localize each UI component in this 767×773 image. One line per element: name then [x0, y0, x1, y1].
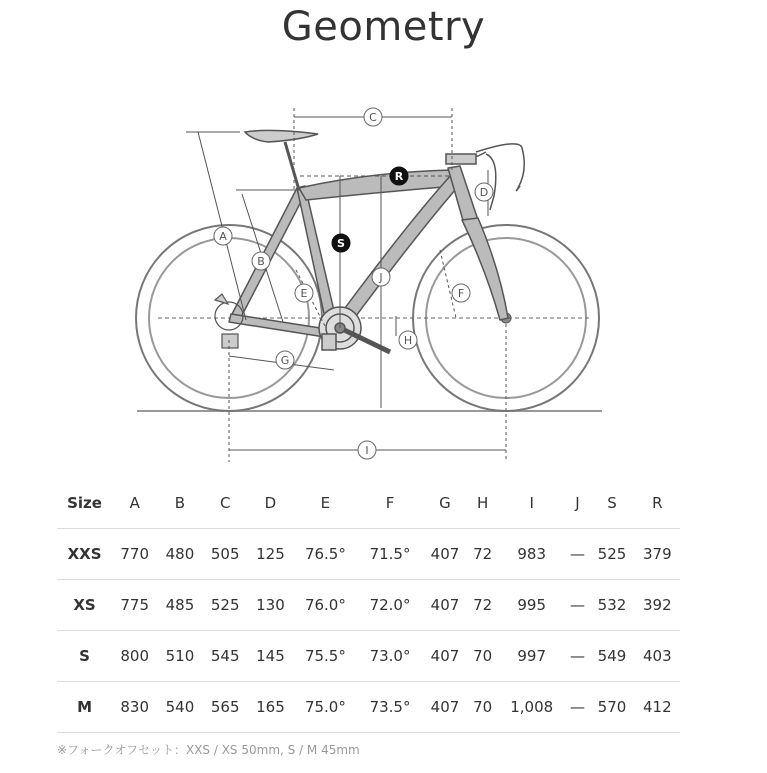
- value-cell: 525: [589, 529, 634, 580]
- value-cell: 407: [422, 682, 467, 733]
- column-header: F: [358, 478, 423, 529]
- svg-text:B: B: [257, 255, 265, 268]
- value-cell: 75.0°: [293, 682, 358, 733]
- value-cell: 983: [498, 529, 566, 580]
- svg-text:D: D: [479, 186, 489, 199]
- label-A: [214, 227, 232, 245]
- value-cell: 485: [157, 580, 202, 631]
- svg-text:R: R: [394, 170, 404, 183]
- value-cell: 995: [498, 580, 566, 631]
- value-cell: 76.5°: [293, 529, 358, 580]
- svg-text:C: C: [369, 111, 377, 124]
- label-F: [452, 284, 470, 302]
- column-header: I: [498, 478, 566, 529]
- value-cell: 75.5°: [293, 631, 358, 682]
- label-B: [252, 252, 270, 270]
- label-E: [295, 284, 313, 302]
- column-header: J: [566, 478, 590, 529]
- column-header: G: [422, 478, 467, 529]
- svg-text:J: J: [379, 271, 383, 284]
- value-cell: 165: [248, 682, 293, 733]
- table-row: [57, 529, 680, 580]
- value-cell: 130: [248, 580, 293, 631]
- value-cell: 72: [468, 529, 498, 580]
- bike-geometry-diagram: [0, 90, 767, 470]
- label-S: [332, 234, 350, 252]
- svg-text:A: A: [219, 230, 227, 243]
- size-cell: XS: [57, 580, 112, 631]
- column-header: R: [635, 478, 680, 529]
- size-cell: M: [57, 682, 112, 733]
- value-cell: 407: [422, 529, 467, 580]
- value-cell: 145: [248, 631, 293, 682]
- value-cell: 505: [203, 529, 248, 580]
- value-cell: 403: [635, 631, 680, 682]
- value-cell: 997: [498, 631, 566, 682]
- svg-text:F: F: [457, 287, 465, 300]
- value-cell: 800: [112, 631, 157, 682]
- value-cell: 76.0°: [293, 580, 358, 631]
- value-cell: 549: [589, 631, 634, 682]
- value-cell: 73.0°: [358, 631, 423, 682]
- value-cell: 532: [589, 580, 634, 631]
- column-header: D: [248, 478, 293, 529]
- value-cell: —: [566, 682, 590, 733]
- label-D: [475, 183, 493, 201]
- value-cell: 510: [157, 631, 202, 682]
- label-H: [399, 331, 417, 349]
- value-cell: 392: [635, 580, 680, 631]
- value-cell: 565: [203, 682, 248, 733]
- table-row: [57, 631, 680, 682]
- column-header: S: [589, 478, 634, 529]
- column-header: H: [468, 478, 498, 529]
- value-cell: 407: [422, 580, 467, 631]
- size-cell: XXS: [57, 529, 112, 580]
- column-header: A: [112, 478, 157, 529]
- column-header: C: [203, 478, 248, 529]
- value-cell: 72: [468, 580, 498, 631]
- label-I: [358, 441, 376, 459]
- value-cell: 73.5°: [358, 682, 423, 733]
- value-cell: —: [566, 580, 590, 631]
- value-cell: —: [566, 529, 590, 580]
- table-header-row: [57, 478, 680, 529]
- label-R: [390, 167, 408, 185]
- value-cell: 545: [203, 631, 248, 682]
- value-cell: 540: [157, 682, 202, 733]
- value-cell: 830: [112, 682, 157, 733]
- value-cell: 407: [422, 631, 467, 682]
- bike-frame: [229, 166, 508, 338]
- value-cell: 379: [635, 529, 680, 580]
- value-cell: 570: [589, 682, 634, 733]
- size-cell: S: [57, 631, 112, 682]
- page-title: Geometry: [281, 4, 486, 50]
- table-row: [57, 682, 680, 733]
- value-cell: 72.0°: [358, 580, 423, 631]
- column-header: Size: [57, 478, 112, 529]
- value-cell: 70: [468, 682, 498, 733]
- value-cell: 125: [248, 529, 293, 580]
- value-cell: 1,008: [498, 682, 566, 733]
- value-cell: —: [566, 631, 590, 682]
- svg-text:S: S: [337, 237, 345, 250]
- label-G: [276, 351, 294, 369]
- seatpost-saddle: [245, 130, 318, 190]
- fork-offset-footnote: ※フォークオフセット：XXS / XS 50mm, S / M 45mm: [57, 743, 360, 757]
- value-cell: 775: [112, 580, 157, 631]
- value-cell: 412: [635, 682, 680, 733]
- label-J: [372, 268, 390, 286]
- value-cell: 525: [203, 580, 248, 631]
- crankset: [319, 307, 390, 352]
- svg-text:H: H: [403, 334, 413, 347]
- table-row: [57, 580, 680, 631]
- value-cell: 71.5°: [358, 529, 423, 580]
- column-header: E: [293, 478, 358, 529]
- column-header: B: [157, 478, 202, 529]
- svg-text:E: E: [300, 287, 308, 300]
- geometry-table: [57, 478, 680, 733]
- svg-text:I: I: [365, 444, 369, 457]
- value-cell: 480: [157, 529, 202, 580]
- value-cell: 770: [112, 529, 157, 580]
- svg-text:G: G: [280, 354, 290, 367]
- label-C: [364, 108, 382, 126]
- value-cell: 70: [468, 631, 498, 682]
